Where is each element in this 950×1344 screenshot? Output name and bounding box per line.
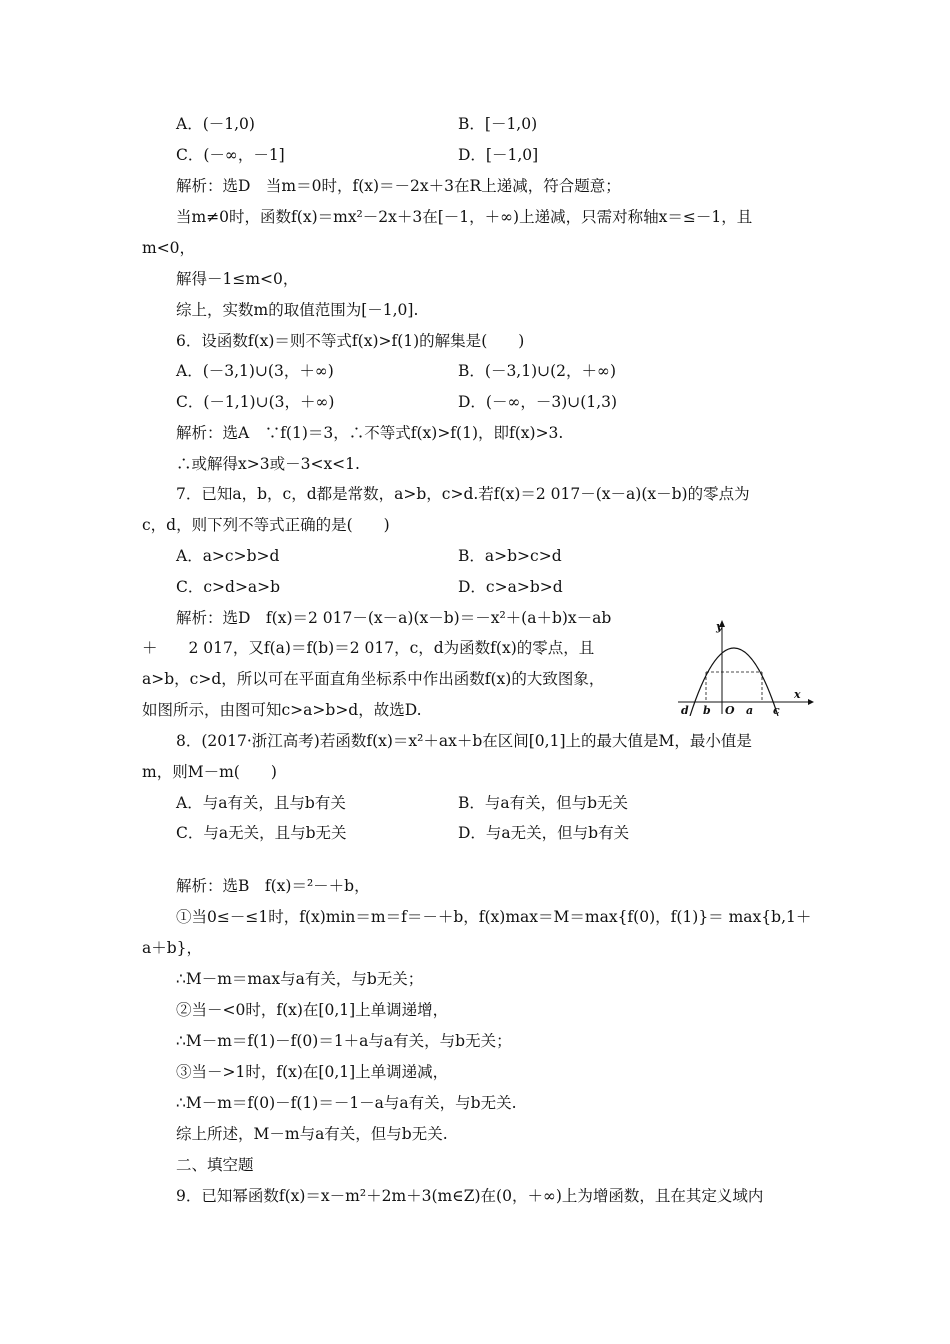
text-line: ②当－<0时，f(x)在[0,1]上单调递增， xyxy=(176,1001,449,1019)
text-line: C．(－1,1)∪(3，＋∞) xyxy=(176,393,335,411)
tick-label-d: d xyxy=(681,704,689,716)
text-line: ∴M－m＝f(0)－f(1)＝－1－a与a有关，与b无关. xyxy=(176,1094,517,1112)
text-line: 解得－1≤m<0， xyxy=(176,270,299,288)
parabola-graph xyxy=(676,618,816,716)
text-line: ∴或解得x>3或－3<x<1. xyxy=(176,455,360,473)
text-line: ∴M－m＝max与a有关，与b无关； xyxy=(176,970,424,988)
text-line: C．c>d>a>b xyxy=(176,578,281,596)
tick-label-o: O xyxy=(725,704,735,716)
parabola-figure xyxy=(676,618,816,716)
text-line: 7．已知a，b，c，d都是常数，a>b，c>d.若f(x)＝2 017－(x－a)(x－b)的零点为 xyxy=(176,485,750,503)
x-axis-arrow xyxy=(808,699,814,705)
text-line: D．c>a>b>d xyxy=(458,578,563,596)
text-line: C．与a无关，且与b无关 xyxy=(176,824,347,842)
text-line: ∴M－m＝f(1)－f(0)＝1＋a与a有关，与b无关； xyxy=(176,1032,512,1050)
text-line: A．a>c>b>d xyxy=(176,547,280,565)
text-line: D．与a无关，但与b有关 xyxy=(458,824,630,842)
text-line: c，d，则下列不等式正确的是( ) xyxy=(142,516,390,534)
text-line: B．(－3,1)∪(2，＋∞) xyxy=(458,362,616,380)
x-axis-label: x xyxy=(794,688,801,701)
text-line: 6．设函数f(x)＝则不等式f(x)>f(1)的解集是( ) xyxy=(176,332,525,350)
text-line: ①当0≤－≤1时，f(x)min＝m＝f＝－＋b，f(x)max＝M＝max{f(0)，f(1)}＝ max{b,1＋ xyxy=(176,908,812,926)
text-line: 二、填空题 xyxy=(176,1156,254,1174)
text-line: A．(－3,1)∪(3，＋∞) xyxy=(176,362,334,380)
text-line: D．(－∞，－3)∪(1,3) xyxy=(458,393,618,411)
text-line: m，则M－m( ) xyxy=(142,763,277,781)
text-line: a＋b}， xyxy=(142,939,203,957)
text-line: 8．(2017·浙江高考)若函数f(x)＝x²＋ax＋b在区间[0,1]上的最大值是M，最小值是 xyxy=(176,732,752,750)
text-line: A．与a有关，且与b有关 xyxy=(176,794,346,812)
text-line: 综上，实数m的取值范围为[－1,0]. xyxy=(176,301,419,319)
text-line: ③当－>1时，f(x)在[0,1]上单调递减， xyxy=(176,1063,449,1081)
text-line: 解析：选A ∵f(1)＝3，∴不等式f(x)>f(1)，即f(x)>3. xyxy=(176,424,564,442)
text-line: 当m≠0时，函数f(x)＝mx²－2x＋3在[－1，＋∞)上递减，只需对称轴x＝≤－1，且 xyxy=(176,208,753,226)
text-line: 如图所示，由图可知c>a>b>d，故选D. xyxy=(142,701,422,719)
text-line: 9．已知幂函数f(x)＝x－m²＋2m＋3(m∈Z)在(0，＋∞)上为增函数，且在其定义域内 xyxy=(176,1187,764,1205)
text-line: 解析：选D f(x)＝2 017－(x－a)(x－b)＝－x²＋(a＋b)x－ab xyxy=(176,609,612,627)
text-line: ＋ 2 017，又f(a)＝f(b)＝2 017，c，d为函数f(x)的零点，且 xyxy=(142,639,595,657)
text-line: A．(－1,0) xyxy=(176,115,255,133)
tick-label-c: c xyxy=(773,704,780,716)
tick-label-b: b xyxy=(703,704,711,716)
text-line: B．a>b>c>d xyxy=(458,547,562,565)
text-line: 综上所述，M－m与a有关，但与b无关. xyxy=(176,1125,448,1143)
text-line: 解析：选D 当m＝0时，f(x)＝－2x＋3在R上递减，符合题意； xyxy=(176,177,621,195)
tick-label-a: a xyxy=(746,704,754,716)
text-line: m<0， xyxy=(142,239,196,257)
text-line: a>b，c>d，所以可在平面直角坐标系中作出函数f(x)的大致图象， xyxy=(142,670,605,688)
text-line: 解析：选B f(x)＝²－＋b， xyxy=(176,877,370,895)
y-axis-label: y xyxy=(716,620,723,633)
text-line: D．[－1,0] xyxy=(458,146,539,164)
text-line: B．与a有关，但与b无关 xyxy=(458,794,629,812)
text-line: C．(－∞，－1] xyxy=(176,146,285,164)
text-line: B．[－1,0) xyxy=(458,115,538,133)
